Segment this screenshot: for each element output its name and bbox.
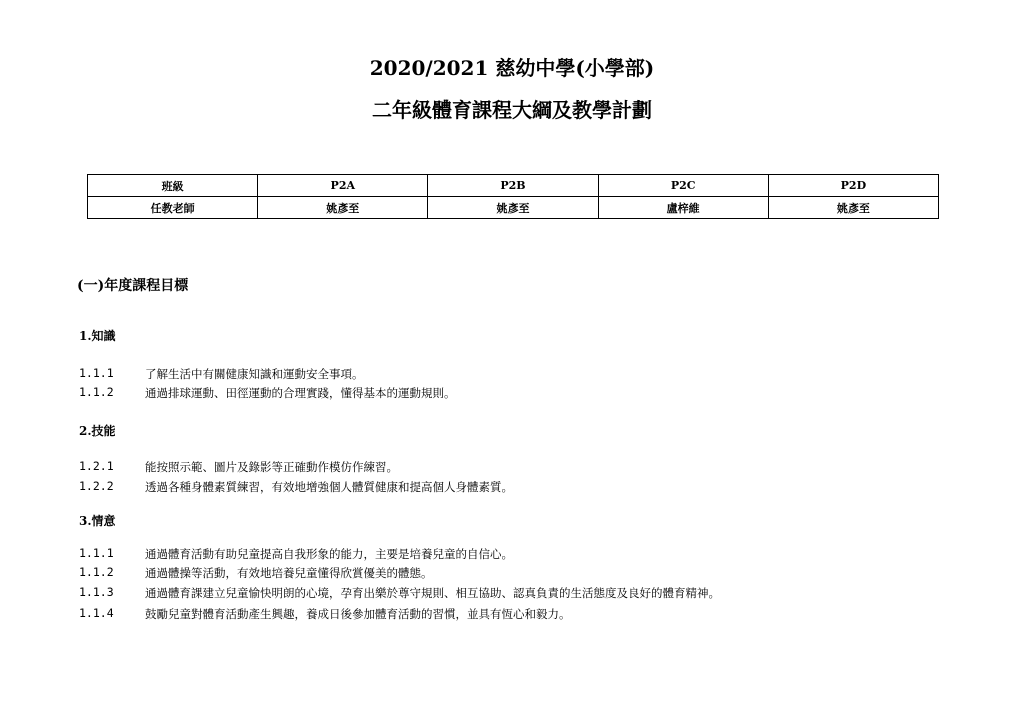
table-cell: P2A [258,175,428,197]
item-number: 1.1.1 [79,366,114,380]
list-item [79,565,433,581]
list-item [79,606,571,622]
item-text: 鼓勵兒童對體育活動產生興趣，養成日後參加體育活動的習慣，並具有恆心和毅力。 [145,607,571,621]
group-heading-skills: 2.技能 [79,424,116,438]
item-number: 1.2.1 [79,459,114,473]
list-item [79,546,513,562]
item-number: 1.1.2 [79,385,114,399]
item-text: 了解生活中有關健康知識和運動安全事項。 [145,367,364,381]
class-teacher-table [87,174,939,219]
item-text: 通過體育課建立兒童愉快明朗的心境，孕育出樂於尊守規則、相互協助、認真負責的生活態度及良好的體育精神。 [145,586,720,600]
table-header-cell: 班級 [88,175,258,197]
table-cell: P2B [428,175,598,197]
section-heading: (一)年度課程目標 [77,278,189,294]
item-number: 1.1.4 [79,606,114,620]
list-item [79,585,720,601]
item-number: 1.1.3 [79,585,114,599]
item-number: 1.1.2 [79,565,114,579]
group-heading-affective: 3.情意 [79,514,116,528]
table-cell: 姚彥至 [428,197,598,219]
table-cell: P2C [598,175,768,197]
item-number: 1.1.1 [79,546,114,560]
item-text: 通過體操等活動，有效地培養兒童懂得欣賞優美的體態。 [145,566,433,580]
list-item [79,459,398,475]
item-number: 1.2.2 [79,479,114,493]
table-row [88,175,939,197]
item-text: 通過排球運動、田徑運動的合理實踐，懂得基本的運動規則。 [145,386,456,400]
table-cell: 盧梓維 [598,197,768,219]
list-item [79,479,513,495]
item-text: 通過體育活動有助兒童提高自我形象的能力，主要是培養兒童的自信心。 [145,547,513,561]
table-row [88,197,939,219]
item-text: 透過各種身體素質練習，有效地增強個人體質健康和提高個人身體素質。 [145,480,513,494]
table-cell: P2D [768,175,938,197]
document-title: 2020/2021 慈幼中學(小學部) [369,56,655,80]
table-cell: 姚彥至 [768,197,938,219]
item-text: 能按照示範、圖片及錄影等正確動作模仿作練習。 [145,460,398,474]
list-item [79,366,364,382]
list-item [79,385,456,401]
document-subtitle: 二年級體育課程大綱及教學計劃 [372,98,652,122]
table-cell: 姚彥至 [258,197,428,219]
group-heading-knowledge: 1.知識 [79,329,116,343]
table-header-cell: 任教老師 [88,197,258,219]
